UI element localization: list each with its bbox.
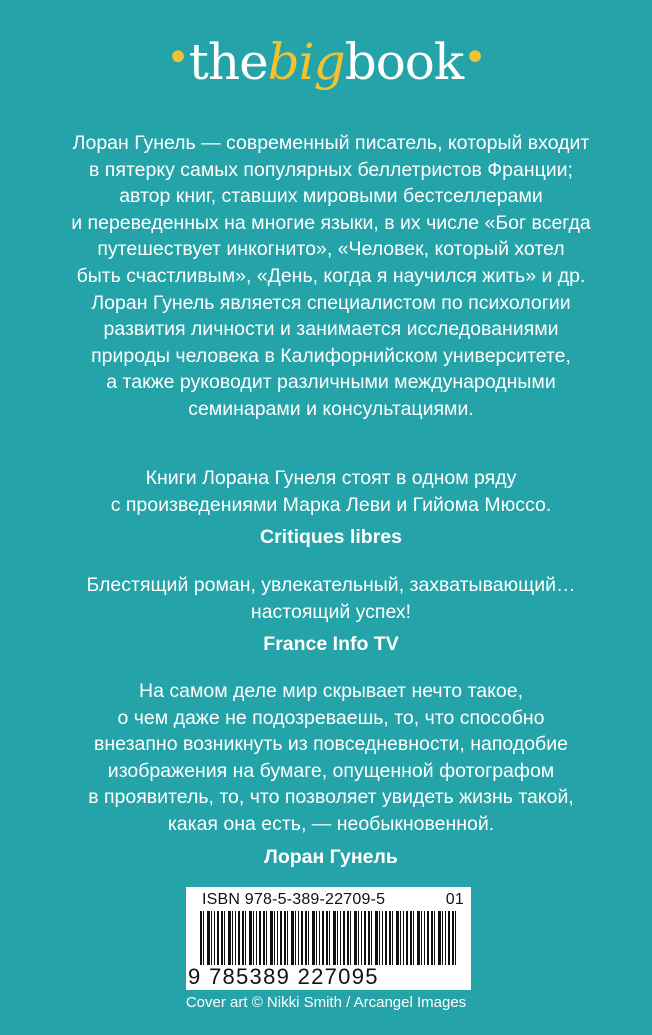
logo-text-big: big (267, 33, 345, 91)
isbn-label-row (202, 891, 464, 909)
bio-line: Лоран Гунель — современный писатель, который входит (72, 132, 590, 154)
quote-line: какая она есть, — необыкновенной. (167, 812, 495, 835)
barcode-bars (200, 911, 458, 965)
isbn-addon: 01 (445, 891, 464, 908)
quote-source: France Info TV (263, 633, 399, 656)
publisher-logo (0, 28, 652, 91)
bio-line: в пятерку самых популярных беллетристов Франции; (89, 158, 573, 181)
review-quote-1 (40, 465, 622, 551)
logo-text-the: the (188, 33, 268, 91)
bio-line: а также руководит различными международными (106, 371, 556, 394)
quote-line: в проявитель, то, что позволяет увидеть жизнь такой, (88, 786, 574, 809)
quote-line: о чем даже не подозреваешь, то, что способно (117, 706, 545, 729)
bio-line: автор книг, ставших мировыми бестселлерами (119, 185, 543, 208)
quote-line: внезапно возникнуть из повседневности, наподобие (94, 733, 568, 756)
quote-line: настоящий успех! (250, 600, 412, 623)
bio-line: природы человека в Калифорнийском университете, (91, 344, 571, 367)
author-bio (40, 130, 622, 423)
isbn-barcode (186, 887, 471, 990)
quote-line: изображения на бумаге, опущенной фотографом (107, 759, 555, 782)
barcode-digits: 9 785389 227095 (188, 964, 379, 989)
quote-line: с произведениями Марка Леви и Гийома Мюссо. (110, 493, 552, 516)
quote-line: Книги Лорана Гунеля стоят в одном ряду (145, 467, 517, 489)
logo-text-book: book (344, 33, 464, 91)
bio-line: быть счастливым», «День, когда я научился жить» и др. (76, 264, 586, 287)
quote-line: На самом деле мир скрывает нечто такое, (139, 680, 523, 702)
bio-line: развития личности и занимается исследованиями (103, 318, 559, 341)
quote-source: Critiques libres (260, 526, 402, 549)
cover-credit: Cover art © Nikki Smith / Arcangel Images (185, 994, 467, 1011)
bio-line: семинарами и консультациями. (188, 397, 474, 420)
author-quote (40, 678, 622, 870)
logo-dot-right: • (463, 35, 486, 81)
bio-line: Лоран Гунель является специалистом по психологии (91, 291, 571, 314)
bio-line: путешествует инкогнито», «Человек, который хотел (97, 238, 565, 261)
review-quote-2 (40, 572, 622, 658)
logo-dot-left: • (166, 35, 189, 81)
bio-line: и переведенных на многие языки, в их числе «Бог всегда (71, 211, 591, 234)
quote-line: Блестящий роман, увлекательный, захватывающий… (86, 574, 576, 596)
isbn-number: ISBN 978-5-389-22709-5 (202, 891, 386, 908)
quote-source: Лоран Гунель (264, 845, 398, 868)
